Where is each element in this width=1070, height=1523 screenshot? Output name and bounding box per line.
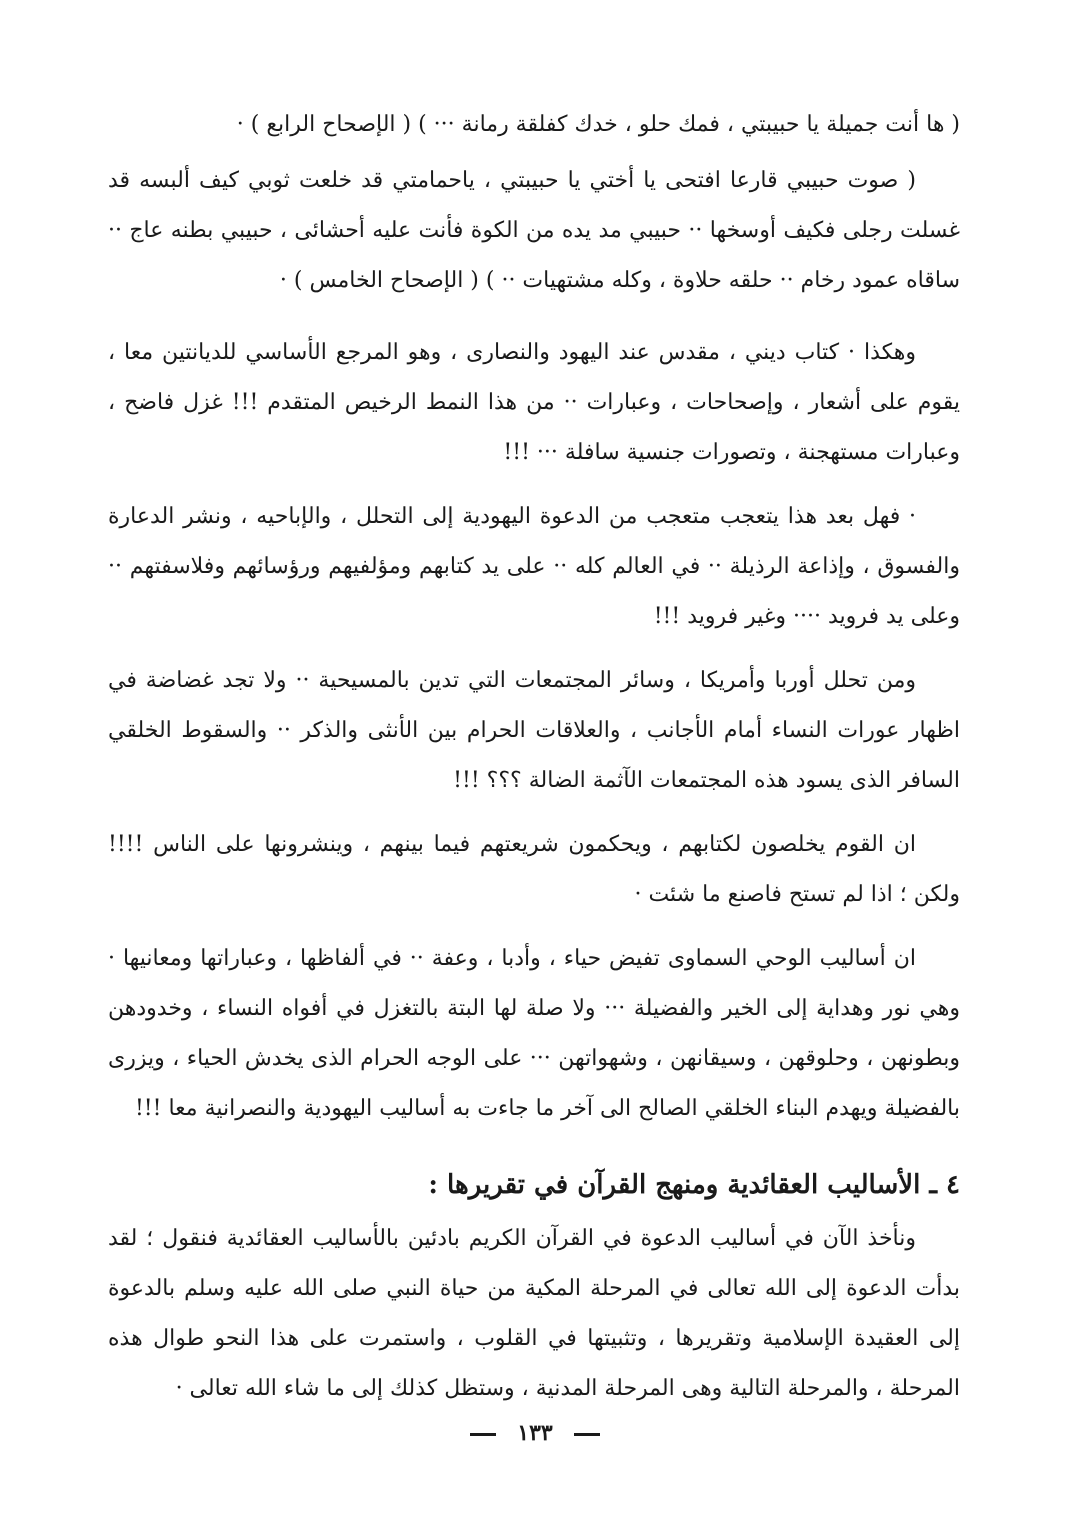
footer-dash-left: [470, 1433, 496, 1436]
paragraph-commentary-1: وهكذا · كتاب ديني ، مقدس عند اليهود والنصارى ، وهو المرجع الأساسي للديانتين معا ، يقوم على أشعار ، وإصحاحات ، وعبارات ·· من هذا النمط الرخيص المتقدم !!! غزل فاضح ، وعبارات مستهجنة ، وتصورات جنسية سافلة ··· !!!: [108, 340, 960, 465]
section-heading: ٤ ـ الأساليب العقائدية ومنهج القرآن في تقريرها :: [428, 1170, 960, 1200]
paragraph-song-quote-1: ( ها أنت جميلة يا حبيبتي ، فمك حلو ، خدك كفلقة رمانة ··· ) ( الإصحاح الرابع ) ·: [236, 112, 960, 137]
page-body: [108, 100, 960, 1420]
paragraph-commentary-2: · فهل بعد هذا يتعجب متعجب من الدعوة اليهودية إلى التحلل ، والإباحيه ، ونشر الدعارة والفسوق ، وإذاعة الرذيلة ·· في العالم كله ·· على يد كتابهم ومؤلفيهم ورؤسائهم وفلاسفتهم ·· وعلى يد فرويد ···· وغير فرويد !!!: [108, 504, 960, 629]
paragraph-commentary-5: ان أساليب الوحي السماوى تفيض حياء ، وأدبا ، وعفة ·· في ألفاظها ، وعباراتها ومعانيها · وهي نور وهداية إلى الخير والفضيلة ··· ولا صلة لها البتة بالتغزل في أفواه النساء ، وخدودهن وبطونهن ، وحلوقهن ، وسيقانهن ، وشهواتهن ··· على الوجه الحرام الذى يخدش الحياء ، ويزرى بالفضيلة ويهدم البناء الخلقي الصالح الى آخر ما جاءت به أساليب اليهودية والنصرانية معا !!!: [108, 946, 960, 1121]
paragraph-commentary-4: ان القوم يخلصون لكتابهم ، ويحكمون شريعتهم فيما بينهم ، وينشرونها على الناس !!!! ولكن ؛ اذا لم تستح فاصنع ما شئت ·: [108, 832, 960, 907]
paragraph-song-quote-2: ( صوت حبيبي قارعا افتحى يا أختي يا حبيبتي ، ياحمامتي قد خلعت ثوبي كيف ألبسه قد غسلت رجلى فكيف أوسخها ·· حبيبي مد يده من الكوة فأنت عليه أحشائى ، حبيبي بطنه عاج ·· ساقاه عمود رخام ·· حلقه حلاوة ، وكله مشتهيات ·· ) ( الإصحاح الخامس ) ·: [108, 168, 960, 293]
page-footer: [0, 1420, 1070, 1446]
paragraph-section-intro: ونأخذ الآن في أساليب الدعوة في القرآن الكريم بادئين بالأساليب العقائدية فنقول ؛ لقد بدأت الدعوة إلى الله تعالى في المرحلة المكية من حياة النبي صلى الله عليه وسلم بالدعوة إلى العقيدة الإسلامية وتقريرها ، وتثبيتها في القلوب ، واستمرت على هذا النحو طوال هذه المرحلة ، والمرحلة التالية وهى المرحلة المدنية ، وستظل كذلك إلى ما شاء الله تعالى ·: [108, 1226, 960, 1401]
footer-dash-right: [574, 1433, 600, 1436]
page-number: ١٣٣: [517, 1420, 553, 1446]
paragraph-commentary-3: ومن تحلل أوربا وأمريكا ، وسائر المجتمعات التي تدين بالمسيحية ·· ولا تجد غضاضة في اظهار عورات النساء أمام الأجانب ، والعلاقات الحرام بين الأنثى والذكر ·· والسقوط الخلقي السافر الذى يسود هذه المجتمعات الآثمة الضالة ؟؟؟ !!!: [108, 668, 960, 793]
